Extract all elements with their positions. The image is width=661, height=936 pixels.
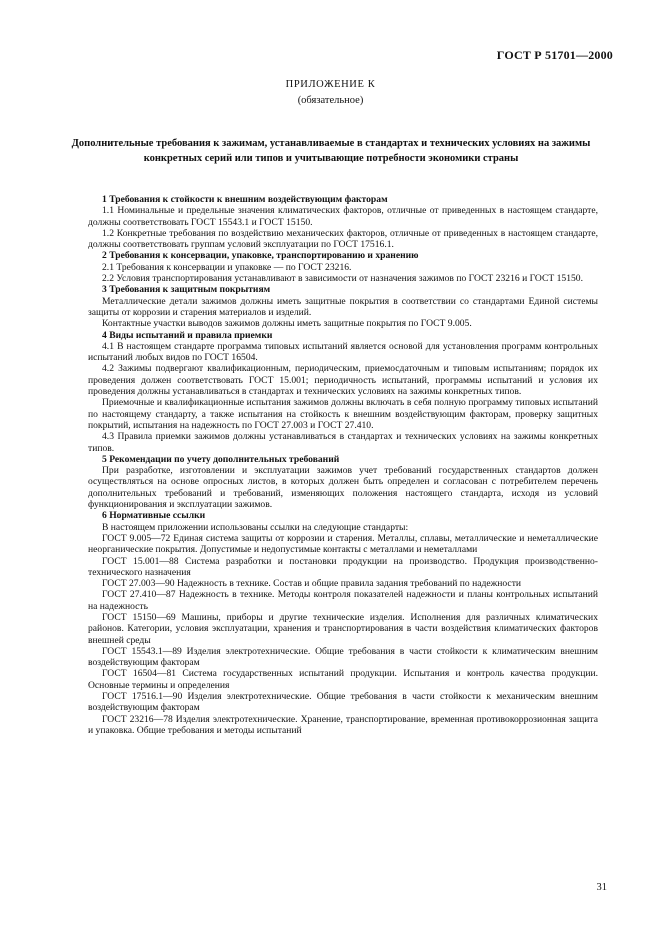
- paragraph: ГОСТ 27.003—90 Надежность в технике. Состав и общие правила задания требований по надежности: [102, 578, 522, 590]
- paragraph: ГОСТ 15543.1—89 Изделия электротехнические. Общие требования в части стойкости к климатическим внешним воздействующим факторам: [88, 645, 598, 669]
- paragraph: В настоящем приложении использованы ссылки на следующие стандарты:: [102, 521, 409, 533]
- document-code: ГОСТ Р 51701—2000: [496, 48, 613, 62]
- paragraph: ГОСТ 27.410—87 Надежность в технике. Методы контроля показателей надежности и планы контрольных испытаний на надежность: [88, 589, 598, 612]
- paragraph: 4.2 Зажимы подвергают квалификационным, периодическим, приемосдаточным и типовым испытаниям; порядок их проведения должен соответствовать ГОСТ 15.001; периодичность испытаний, программы испытаний и условия их проведения должны устанавливаться в стандартах и технических условиях на зажимы конкретных типов.: [88, 363, 598, 398]
- paragraph: При разработке, изготовлении и эксплуатации зажимов учет требований государственных стандартов должен осуществляться на основе опросных листов, в которых должен быть определен и согласован с потребителем перечень дополнительных требований и требований, изменяющих положения настоящего стандарта, исходя из условий функционирования и эксплуатации зажимов.: [88, 465, 598, 511]
- paragraph: ГОСТ 15150—69 Машины, приборы и другие технические изделия. Исполнения для различных климатических районов. Категории, условия эксплуатации, хранения и транспортирования в части воздействия климатических факторов внешней среды: [88, 611, 598, 646]
- paragraph: 4.1 В настоящем стандарте программа типовых испытаний является основой для установления программ контрольных испытаний любых видов по ГОСТ 16504.: [88, 340, 598, 364]
- paragraph: Металлические детали зажимов должны иметь защитные покрытия в соответствии со стандартами Единой системы защиты от коррозии и старения материалов и изделий.: [88, 295, 598, 318]
- section-heading: 1 Требования к стойкости к внешним воздействующим факторам: [102, 194, 388, 205]
- annex-title: Дополнительные требования к зажимам, устанавливаемые в стандартах и технических условиях на зажимы конкретных серий или типов и учитывающие потребности экономики страны: [71, 138, 591, 164]
- paragraph: ГОСТ 17516.1—90 Изделия электротехнические. Общие требования в части стойкости к механическим внешним воздействующим факторам: [88, 691, 598, 714]
- annex-body: [88, 194, 598, 736]
- annex-status: (обязательное): [297, 95, 364, 106]
- section-heading: 5 Рекомендации по учету дополнительных требований: [102, 453, 340, 465]
- paragraph: 2.1 Требования к консервации и упаковке — по ГОСТ 23216.: [102, 261, 352, 273]
- section-heading: 6 Нормативные ссылки: [102, 510, 206, 522]
- page-number: 31: [596, 882, 607, 893]
- section-heading: 3 Требования к защитным покрытиям: [102, 284, 271, 296]
- section-heading: 2 Требования к консервации, упаковке, транспортированию и хранению: [102, 250, 419, 262]
- paragraph: 1.1 Номинальные и предельные значения климатических факторов, отличные от приведенных в настоящем стандарте, должны соответствовать ГОСТ 15543.1 и ГОСТ 15150.: [88, 205, 598, 228]
- paragraph: ГОСТ 15.001—88 Система разработки и постановки продукции на производство. Продукция производственно-технического назначения: [88, 555, 598, 578]
- paragraph: ГОСТ 9.005—72 Единая система защиты от коррозии и старения. Металлы, сплавы, металлические и неметаллические неорганические покрытия. Допустимые и недопустимые контакты с металлами и неметаллами: [88, 532, 598, 556]
- paragraph: Приемочные и квалификационные испытания зажимов должны включать в себя полную программу типовых испытаний по настоящему стандарту, а также испытания на стойкость к внешним воздействующим факторам, проверку защитных покрытий, испытания на надежность по ГОСТ 27.003 и ГОСТ 27.410.: [88, 397, 598, 431]
- paragraph: ГОСТ 23216—78 Изделия электротехнические. Хранение, транспортирование, временная противокоррозионная защита и упаковка. Общие требования и методы испытаний: [88, 713, 598, 736]
- paragraph: 2.2 Условия транспортирования устанавливают в зависимости от назначения зажимов по ГОСТ 23216 и ГОСТ 15150.: [102, 273, 583, 285]
- paragraph: ГОСТ 16504—81 Система государственных испытаний продукции. Испытания и контроль качества продукции. Основные термины и определения: [88, 668, 598, 691]
- annex-label: ПРИЛОЖЕНИЕ К: [285, 79, 376, 90]
- paragraph: 4.3 Правила приемки зажимов должны устанавливаться в стандартах и технических условиях на зажимы конкретных типов.: [88, 431, 598, 454]
- paragraph: Контактные участки выводов зажимов должны иметь защитные покрытия по ГОСТ 9.005.: [102, 318, 472, 330]
- paragraph: 1.2 Конкретные требования по воздействию механических факторов, отличные от приведенных в настоящем стандарте, должны соответствовать группам условий эксплуатации по ГОСТ 17516.1.: [88, 227, 598, 251]
- section-heading: 4 Виды испытаний и правила приемки: [102, 329, 273, 341]
